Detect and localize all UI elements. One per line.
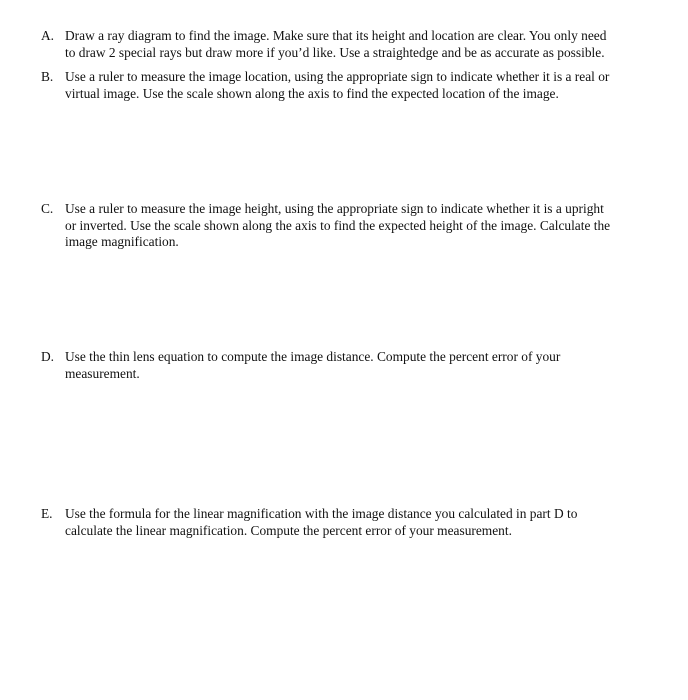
question-letter: B. bbox=[41, 69, 54, 84]
question-line: image magnification. bbox=[65, 234, 179, 249]
question-line: Use the formula for the linear magnification with the image distance you calculated in part D to bbox=[65, 506, 578, 521]
question-text bbox=[65, 69, 641, 102]
question-line: Draw a ray diagram to find the image. Make sure that its height and location are clear. You only need bbox=[65, 28, 607, 43]
question-line: Use a ruler to measure the image height, using the appropriate sign to indicate whether it is a upright bbox=[65, 201, 604, 216]
question-line: Use the thin lens equation to compute the image distance. Compute the percent error of your bbox=[65, 349, 561, 364]
question-e bbox=[41, 506, 641, 539]
question-letter: A. bbox=[41, 28, 55, 43]
question-text bbox=[65, 506, 641, 539]
question-text bbox=[65, 28, 641, 61]
question-line: to draw 2 special rays but draw more if you’d like. Use a straightedge and be as accurate as possible. bbox=[65, 44, 605, 60]
question-letter: C. bbox=[41, 201, 54, 216]
question-a bbox=[41, 28, 641, 61]
question-text bbox=[65, 201, 641, 251]
question-line: measurement. bbox=[65, 365, 140, 381]
question-line: calculate the linear magnification. Compute the percent error of your measurement. bbox=[65, 522, 512, 538]
question-text bbox=[65, 349, 641, 382]
question-line: or inverted. Use the scale shown along the axis to find the expected height of the image. Calculate the bbox=[65, 217, 611, 233]
question-b bbox=[41, 69, 641, 102]
question-c bbox=[41, 201, 641, 251]
question-letter: D. bbox=[41, 349, 55, 364]
question-d bbox=[41, 349, 641, 382]
question-line: virtual image. Use the scale shown along the axis to find the expected location of the image. bbox=[65, 85, 559, 101]
question-letter: E. bbox=[41, 506, 53, 521]
question-line: Use a ruler to measure the image location, using the appropriate sign to indicate whether it is a real or bbox=[65, 69, 610, 84]
